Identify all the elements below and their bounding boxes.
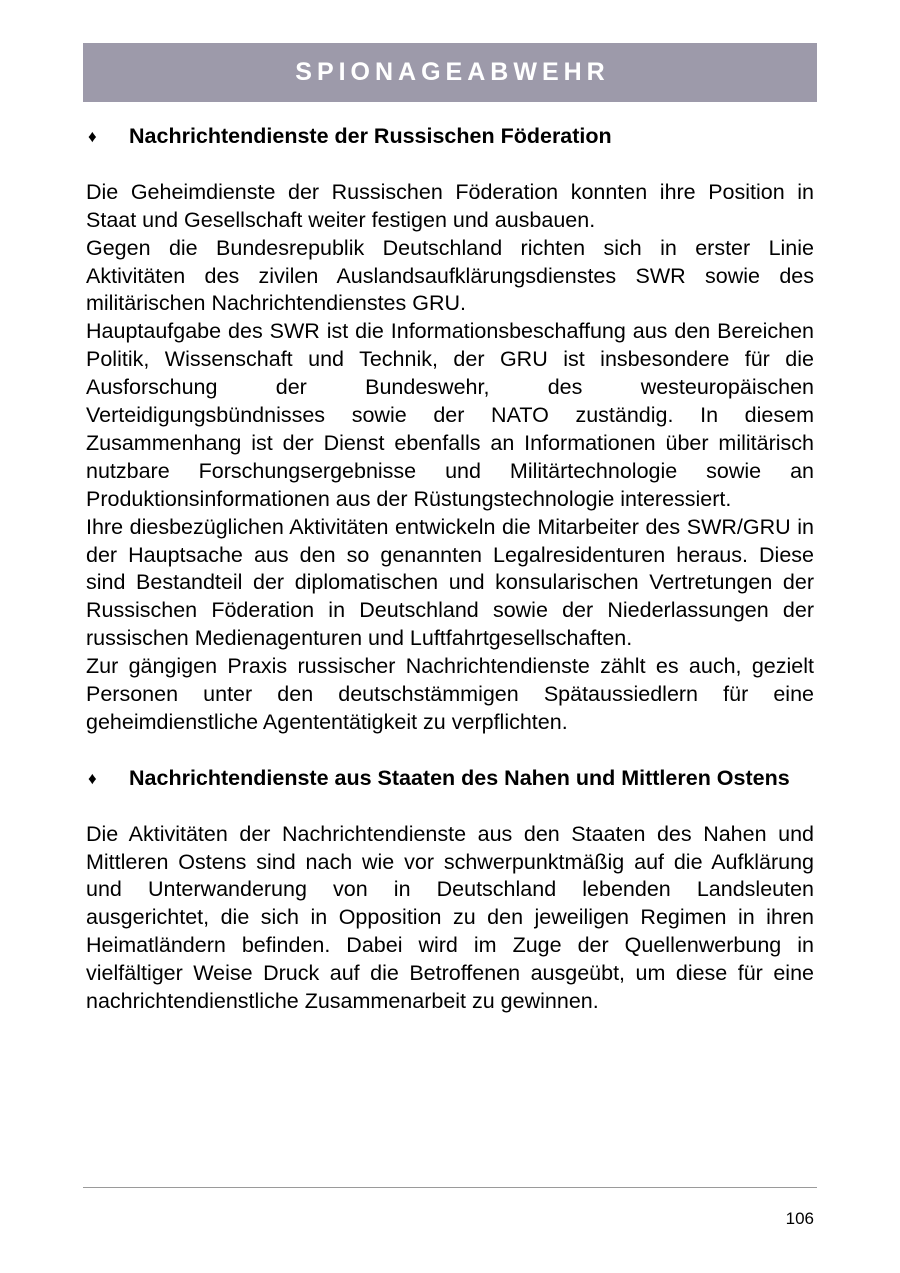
section-heading [86, 123, 814, 151]
diamond-bullet-icon: ♦ [88, 127, 97, 146]
body-paragraph: Die Geheimdienste der Russischen Föderation konnten ihre Position in Staat und Gesellschaft weiter festigen und ausbauen. [86, 179, 814, 232]
document-body [86, 123, 814, 1016]
body-paragraph: Ihre diesbezüglichen Aktivitäten entwickeln die Mitarbeiter des SWR/GRU in der Hauptsache aus den so genannten Legalresidenturen heraus. Diese sind Bestandteil der diplomatischen und konsularischen Vertretungen der Russischen Föderation in Deutschland sowie der Niederlassungen der russischen Medienagenturen und Luftfahrtgesellschaften. [86, 514, 814, 651]
body-paragraph: Gegen die Bundesrepublik Deutschland richten sich in erster Linie Aktivitäten des zivilen Auslandsaufklärungsdienstes SWR sowie des militärischen Nachrichtendienstes GRU. [86, 235, 814, 316]
body-paragraph: Hauptaufgabe des SWR ist die Informationsbeschaffung aus den Bereichen Politik, Wissenschaft und Technik, der GRU ist insbesondere für die Ausforschung der Bundeswehr, des westeuropäischen Verteidigungsbündnisses sowie der NATO zuständig. In diesem Zusammenhang ist der Dienst ebenfalls an Informationen über militärisch nutzbare Forschungsergebnisse und Militärtechnologie sowie an Produktionsinformationen aus der Rüstungstechnologie interessiert. [86, 319, 814, 511]
section-heading-text: Nachrichtendienste aus Staaten des Nahen und Mittleren Ostens [129, 765, 790, 790]
body-paragraph: Zur gängigen Praxis russischer Nachrichtendienste zählt es auch, gezielt Personen unter den deutschstämmigen Spätaussiedlern für eine geheimdienstliche Agententätigkeit zu verpflichten. [86, 654, 814, 735]
section-heading-text: Nachrichtendienste der Russischen Föderation [129, 124, 612, 148]
body-paragraph: Die Aktivitäten der Nachrichtendienste aus den Staaten des Nahen und Mittleren Ostens sind nach wie vor schwerpunktmäßig auf die Aufklärung und Unterwanderung von in Deutschland lebenden Landsleuten ausgerichtet, die sich in Opposition zu den jeweiligen Regimen in ihren Heimatländern befinden. Dabei wird im Zuge der Quellenwerbung in vielfältiger Weise Druck auf die Betroffenen ausgeübt, um diese für eine nachrichtendienstliche Zusammenarbeit zu gewinnen. [86, 821, 814, 1014]
section-heading [86, 765, 814, 793]
section-header-bar [83, 43, 817, 102]
diamond-bullet-icon: ♦ [88, 768, 97, 788]
footer-divider [83, 1187, 817, 1188]
page-number: 106 [785, 1209, 814, 1228]
section-header-title: SPIONAGEABWEHR [295, 58, 610, 86]
